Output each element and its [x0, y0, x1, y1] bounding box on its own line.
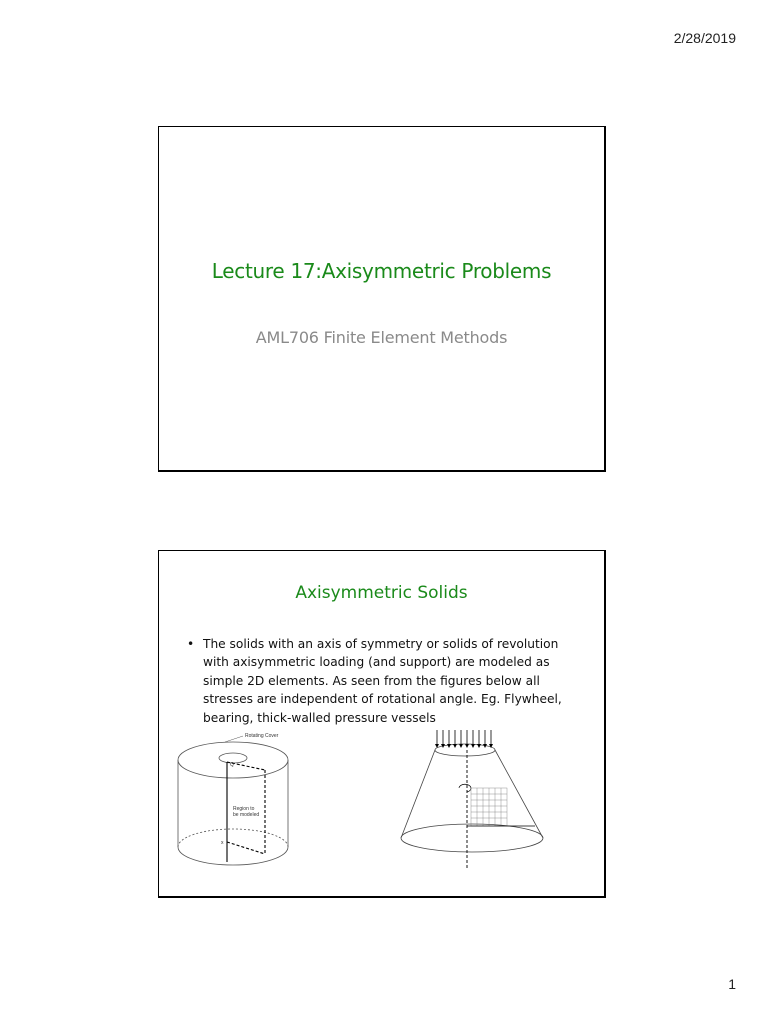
rotation-arrow: [459, 784, 471, 792]
bullet-item: [185, 635, 564, 727]
bullet-dot-icon: •: [187, 637, 195, 651]
cone-left-side: [401, 750, 435, 838]
slide-axisymmetric-solids: [158, 550, 606, 898]
slide-heading: Axisymmetric Solids: [295, 583, 468, 603]
load-arrows: [437, 730, 491, 746]
cone-figure: [395, 728, 555, 870]
bullet-text: The solids with an axis of symmetry or solids of revolution with axisymmetric loading (and support) are modeled as simple 2D elements. As seen from the figures below all stresses are independent of rotational angle. Eg. Flywheel, bearing, thick-walled pressure vessels: [203, 637, 562, 725]
cylinder-figure: [173, 732, 303, 867]
cover-leader: [225, 736, 243, 742]
slide-subtitle: AML706 Finite Element Methods: [255, 328, 508, 347]
region-bottom-edge: [227, 842, 265, 854]
region-label-2: be modeled: [233, 812, 260, 818]
axis-bottom-label: x: [221, 840, 224, 846]
page-date: 2/28/2019: [673, 30, 736, 46]
cylinder-bottom-front: [178, 847, 288, 865]
arrow-heads: [435, 744, 493, 748]
cone-bottom-ellipse: [401, 824, 543, 852]
bullet-list: [185, 635, 564, 727]
region-label-1: Region to: [233, 806, 255, 812]
mesh-grid: [471, 788, 507, 826]
cylinder-top-ellipse: [178, 742, 288, 778]
page-number: 1: [728, 976, 736, 992]
slide-title-heading: Lecture 17:Axisymmetric Problems: [211, 259, 552, 283]
axis-top-label: Q: [230, 762, 234, 768]
slide-title: [158, 126, 606, 472]
cover-label: Rotating Cover: [245, 733, 279, 739]
